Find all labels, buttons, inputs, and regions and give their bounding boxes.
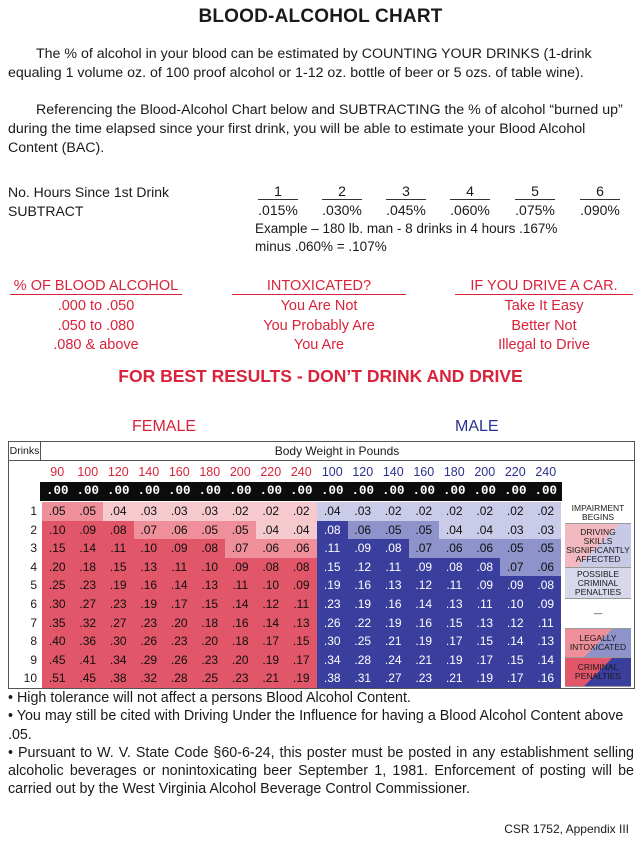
male-weight: 200 xyxy=(474,465,496,479)
female-bac-cell: .10 xyxy=(195,558,226,577)
zero-value: .00 xyxy=(412,484,435,498)
female-bac-cell: .20 xyxy=(225,651,256,670)
female-bac-cell: .02 xyxy=(225,502,256,521)
male-bac-cell: .04 xyxy=(317,502,348,521)
female-bac-cell: .32 xyxy=(134,669,165,688)
drive-line: Take It Easy xyxy=(504,298,584,314)
intox-line: You Are Not xyxy=(280,298,358,314)
zero-value: .00 xyxy=(503,484,527,498)
male-bac-cell: .28 xyxy=(348,651,379,670)
male-bac-cell: .05 xyxy=(531,539,562,558)
female-bac-cell: .08 xyxy=(195,539,226,558)
male-bac-cell: .23 xyxy=(409,669,440,688)
zero-value: .00 xyxy=(228,484,252,498)
female-bac-cell: .18 xyxy=(195,614,226,633)
female-bac-cell: .19 xyxy=(256,651,287,670)
drive-line: Better Not xyxy=(511,317,577,334)
female-bac-cell: .03 xyxy=(195,502,226,521)
female-bac-cell: .14 xyxy=(256,614,287,633)
subtract-label: SUBTRACT xyxy=(8,203,84,219)
drive-line: Illegal to Drive xyxy=(498,337,590,353)
male-bac-cell: .11 xyxy=(531,614,562,633)
male-bac-cell: .08 xyxy=(439,558,470,577)
female-bac-cell: .11 xyxy=(164,558,195,577)
female-weight: 120 xyxy=(107,465,129,479)
instructions-paragraph: Referencing the Blood-Alcohol Chart below and SUBTRACTING the % of alcohol “burned up” during the time elapsed since your first drink, you will be able to estimate your Blood Alcohol Content (BAC). xyxy=(8,102,623,156)
pct-line: .000 to .050 xyxy=(57,298,135,314)
legend-criminal: CRIMINAL PENALTIES xyxy=(565,658,631,687)
female-bac-cell: .26 xyxy=(134,632,165,651)
example-line-2: minus .060% = .107% xyxy=(255,239,387,254)
male-bac-cell: .15 xyxy=(439,614,470,633)
female-weight: 180 xyxy=(199,465,221,479)
female-bac-cell: .04 xyxy=(286,521,317,540)
zero-value: .00 xyxy=(473,484,496,498)
zero-value: .00 xyxy=(137,484,160,498)
female-bac-cell: .15 xyxy=(286,632,317,651)
female-bac-cell: .15 xyxy=(195,595,226,614)
male-bac-cell: .12 xyxy=(500,614,531,633)
zero-value: .00 xyxy=(76,484,99,498)
female-bac-cell: .36 xyxy=(73,632,104,651)
male-bac-cell: .17 xyxy=(439,632,470,651)
drink-count: 1 xyxy=(30,504,37,518)
male-bac-cell: .06 xyxy=(348,521,379,540)
male-bac-cell: .05 xyxy=(378,521,409,540)
subtract-value: .045% xyxy=(386,202,426,218)
female-bac-cell: .09 xyxy=(286,576,317,595)
male-bac-cell: .09 xyxy=(470,576,501,595)
female-weight: 160 xyxy=(168,465,190,479)
female-bac-cell: .23 xyxy=(134,614,165,633)
male-bac-cell: .11 xyxy=(439,576,470,595)
female-bac-cell: .05 xyxy=(225,521,256,540)
female-bac-cell: .17 xyxy=(286,651,317,670)
male-bac-cell: .21 xyxy=(439,669,470,688)
pct-heading: % OF BLOOD ALCOHOL xyxy=(10,278,182,295)
male-bac-cell: .04 xyxy=(439,521,470,540)
male-bac-cell: .13 xyxy=(378,576,409,595)
female-weight: 100 xyxy=(77,465,99,479)
zero-value: .00 xyxy=(534,484,557,498)
hour-number xyxy=(249,183,307,200)
female-bac-cell: .18 xyxy=(225,632,256,651)
male-weight: 100 xyxy=(321,465,343,479)
female-bac-cell: .16 xyxy=(134,576,165,595)
female-bac-cell: .45 xyxy=(42,651,73,670)
female-bac-cell: .04 xyxy=(103,502,134,521)
note-item: • Pursuant to W. V. State Code §60-6-24, this poster must be posted in any establishment selling alcoholic beverages or nonintoxicating beer September 1, 1981. Enforcement of posting will be carried out by the West Virginia Alcohol Beverage Control Commissioner. xyxy=(8,744,634,798)
legend-legally: LEGALLY INTOXICATED xyxy=(565,629,631,658)
male-weight: 180 xyxy=(443,465,465,479)
female-bac-cell: .13 xyxy=(134,558,165,577)
female-bac-cell: .38 xyxy=(103,669,134,688)
pct-line: .080 & above xyxy=(53,337,139,353)
male-bac-cell: .09 xyxy=(409,558,440,577)
male-bac-cell: .07 xyxy=(500,558,531,577)
male-label: MALE xyxy=(455,418,499,435)
female-bac-cell: .35 xyxy=(42,614,73,633)
drink-count: 5 xyxy=(30,578,37,593)
female-bac-cell: .12 xyxy=(256,595,287,614)
male-bac-cell: .16 xyxy=(348,576,379,595)
legend-driving: DRIVING SKILLS SIGNIFICANTLY AFFECTED xyxy=(565,524,631,568)
female-bac-cell: .16 xyxy=(225,614,256,633)
male-weight: 240 xyxy=(535,465,557,479)
female-weight: 240 xyxy=(290,465,312,479)
female-bac-cell: .27 xyxy=(73,595,104,614)
male-bac-cell: .10 xyxy=(500,595,531,614)
male-bac-cell: .11 xyxy=(317,539,348,558)
male-bac-cell: .23 xyxy=(317,595,348,614)
hour-number-text: 2 xyxy=(322,183,362,200)
male-bac-cell: .02 xyxy=(439,502,470,521)
male-bac-cell: .24 xyxy=(378,651,409,670)
page-title: BLOOD-ALCOHOL CHART xyxy=(198,6,443,27)
female-bac-cell: .20 xyxy=(164,614,195,633)
female-bac-cell: .14 xyxy=(73,539,104,558)
footer-ref: CSR 1752, Appendix III xyxy=(504,822,629,836)
male-bac-cell: .02 xyxy=(531,502,562,521)
male-bac-cell: .02 xyxy=(500,502,531,521)
note-item: • You may still be cited with Driving Under the Influence for having a Blood Alcohol Content above .05. xyxy=(8,708,624,743)
drink-count: 10 xyxy=(23,671,37,686)
female-bac-cell: .08 xyxy=(256,558,287,577)
female-bac-cell: .15 xyxy=(103,558,134,577)
intro-paragraph: The % of alcohol in your blood can be estimated by COUNTING YOUR DRINKS (1-drink equaling 1 volume oz. of 100 proof alcohol or 1-12 oz. bottle of beer or 5 ozs. of table wine). xyxy=(8,46,592,81)
hour-number xyxy=(571,183,629,200)
female-bac-cell: .41 xyxy=(73,651,104,670)
male-bac-cell: .03 xyxy=(531,521,562,540)
hour-number-text: 4 xyxy=(450,183,490,200)
male-bac-cell: .17 xyxy=(500,669,531,688)
bac-table xyxy=(8,441,635,689)
zero-value: .00 xyxy=(259,484,282,498)
female-bac-cell: .02 xyxy=(256,502,287,521)
male-weight: 120 xyxy=(352,465,374,479)
female-bac-cell: .34 xyxy=(103,651,134,670)
drink-count: 6 xyxy=(30,597,37,611)
male-bac-cell: .14 xyxy=(409,595,440,614)
male-bac-cell: .22 xyxy=(348,614,379,633)
zero-value: .00 xyxy=(167,484,191,498)
drink-count: 7 xyxy=(30,615,37,630)
note-item: • High tolerance will not affect a persons Blood Alcohol Content. xyxy=(8,690,411,706)
female-bac-cell: .08 xyxy=(103,521,134,540)
female-bac-cell: .09 xyxy=(73,521,104,540)
intox-line: You Probably Are xyxy=(263,317,375,334)
male-bac-cell: .03 xyxy=(500,521,531,540)
body-weight-header: Body Weight in Pounds xyxy=(40,442,634,461)
female-bac-cell: .23 xyxy=(73,576,104,595)
male-bac-cell: .16 xyxy=(378,595,409,614)
male-bac-cell: .19 xyxy=(439,651,470,670)
female-bac-cell: .03 xyxy=(164,502,195,521)
male-bac-cell: .04 xyxy=(470,521,501,540)
male-bac-cell: .08 xyxy=(470,558,501,577)
female-bac-cell: .45 xyxy=(73,669,104,688)
female-bac-cell: .28 xyxy=(164,669,195,688)
hour-number xyxy=(313,183,371,200)
male-bac-cell: .21 xyxy=(409,651,440,670)
legend-dash: — xyxy=(565,599,631,629)
male-bac-cell: .27 xyxy=(378,669,409,688)
male-bac-cell: .08 xyxy=(317,521,348,540)
male-bac-cell: .25 xyxy=(348,632,379,651)
female-weight: 220 xyxy=(260,465,282,479)
male-bac-cell: .15 xyxy=(317,558,348,577)
female-bac-cell: .20 xyxy=(42,558,73,577)
male-bac-cell: .05 xyxy=(409,521,440,540)
subtract-value: .030% xyxy=(322,202,362,218)
female-bac-cell: .11 xyxy=(103,539,134,558)
female-bac-cell: .10 xyxy=(256,576,287,595)
drink-count: 3 xyxy=(30,541,37,556)
male-bac-cell: .31 xyxy=(348,669,379,688)
female-bac-cell: .26 xyxy=(164,651,195,670)
male-bac-cell: .11 xyxy=(378,558,409,577)
female-bac-cell: .13 xyxy=(286,614,317,633)
zero-value: .00 xyxy=(442,484,466,498)
male-bac-cell: .06 xyxy=(470,539,501,558)
female-bac-cell: .06 xyxy=(286,539,317,558)
male-bac-cell: .19 xyxy=(317,576,348,595)
warning-banner: FOR BEST RESULTS - DON’T DRINK AND DRIVE xyxy=(118,366,523,386)
male-weight: 160 xyxy=(413,465,435,479)
female-bac-cell: .02 xyxy=(286,502,317,521)
female-bac-cell: .17 xyxy=(164,595,195,614)
hour-number xyxy=(506,183,564,200)
intox-line: You Are xyxy=(293,337,345,353)
male-bac-cell: .12 xyxy=(348,558,379,577)
female-bac-cell: .23 xyxy=(164,632,195,651)
female-bac-cell: .27 xyxy=(103,614,134,633)
male-bac-cell: .09 xyxy=(531,595,562,614)
male-bac-cell: .11 xyxy=(470,595,501,614)
female-bac-cell: .19 xyxy=(134,595,165,614)
male-bac-cell: .09 xyxy=(500,576,531,595)
female-bac-cell: .05 xyxy=(195,521,226,540)
female-bac-cell: .03 xyxy=(134,502,165,521)
hour-number-text: 1 xyxy=(258,183,298,200)
female-bac-cell: .05 xyxy=(73,502,104,521)
male-bac-cell: .34 xyxy=(317,651,348,670)
female-bac-cell: .11 xyxy=(286,595,317,614)
female-weight: 90 xyxy=(50,465,65,479)
drink-count: 9 xyxy=(30,652,37,667)
hour-number-text: 5 xyxy=(515,183,555,200)
male-bac-cell: .02 xyxy=(470,502,501,521)
male-bac-cell: .12 xyxy=(409,576,440,595)
male-bac-cell: .15 xyxy=(470,632,501,651)
male-bac-cell: .19 xyxy=(470,669,501,688)
hours-labels xyxy=(8,183,169,221)
male-bac-cell: .09 xyxy=(348,539,379,558)
female-bac-cell: .40 xyxy=(42,632,73,651)
female-bac-cell: .25 xyxy=(195,669,226,688)
female-bac-cell: .06 xyxy=(164,521,195,540)
male-bac-cell: .21 xyxy=(378,632,409,651)
female-bac-cell: .30 xyxy=(42,595,73,614)
female-bac-cell: .10 xyxy=(42,521,73,540)
male-bac-cell: .17 xyxy=(470,651,501,670)
pct-line: .050 to .080 xyxy=(57,317,135,334)
male-bac-cell: .15 xyxy=(500,651,531,670)
male-weight: 140 xyxy=(382,465,404,479)
female-bac-cell: .11 xyxy=(225,576,256,595)
hour-number xyxy=(441,183,499,200)
female-bac-cell: .18 xyxy=(73,558,104,577)
female-bac-cell: .14 xyxy=(225,595,256,614)
female-bac-cell: .09 xyxy=(225,558,256,577)
female-bac-cell: .32 xyxy=(73,614,104,633)
male-bac-cell: .38 xyxy=(317,669,348,688)
male-bac-cell: .13 xyxy=(470,614,501,633)
subtract-value: .015% xyxy=(258,202,298,218)
male-bac-cell: .03 xyxy=(348,502,379,521)
drink-count: 8 xyxy=(30,634,37,649)
female-bac-cell: .51 xyxy=(42,669,73,688)
subtract-value: .090% xyxy=(580,202,620,218)
male-bac-cell: .19 xyxy=(378,614,409,633)
drink-count: 4 xyxy=(30,559,37,574)
hour-number-text: 3 xyxy=(386,183,426,200)
female-bac-cell: .15 xyxy=(42,539,73,558)
drive-heading: IF YOU DRIVE A CAR. xyxy=(455,278,633,295)
male-bac-cell: .16 xyxy=(531,669,562,688)
male-bac-cell: .14 xyxy=(531,651,562,670)
female-bac-cell: .07 xyxy=(134,521,165,540)
intox-heading: INTOXICATED? xyxy=(232,278,406,295)
subtract-value: .075% xyxy=(515,202,555,218)
female-bac-cell: .07 xyxy=(225,539,256,558)
example-text xyxy=(255,220,557,256)
female-bac-cell: .09 xyxy=(164,539,195,558)
female-bac-cell: .14 xyxy=(164,576,195,595)
female-bac-cell: .13 xyxy=(195,576,226,595)
male-bac-cell: .08 xyxy=(531,576,562,595)
hour-number-text: 6 xyxy=(580,183,620,200)
female-bac-cell: .25 xyxy=(42,576,73,595)
male-bac-cell: .26 xyxy=(317,614,348,633)
female-weight: 200 xyxy=(229,465,251,479)
female-bac-cell: .23 xyxy=(195,651,226,670)
zero-value: .00 xyxy=(45,484,69,498)
notes xyxy=(8,689,634,799)
male-bac-cell: .02 xyxy=(378,502,409,521)
female-bac-cell: .08 xyxy=(286,558,317,577)
legend-impairment: IMPAIRMENT BEGINS xyxy=(565,502,631,524)
zero-value: .00 xyxy=(381,484,405,498)
hour-number xyxy=(377,183,435,200)
male-bac-cell: .07 xyxy=(409,539,440,558)
female-bac-cell: .23 xyxy=(225,669,256,688)
intox-values xyxy=(232,297,406,356)
female-bac-cell: .19 xyxy=(103,576,134,595)
female-bac-cell: .23 xyxy=(103,595,134,614)
female-bac-cell: .21 xyxy=(256,669,287,688)
subtract-value: .060% xyxy=(450,202,490,218)
example-line-1: Example – 180 lb. man - 8 drinks in 4 hours .167% xyxy=(255,221,558,236)
male-bac-cell: .05 xyxy=(500,539,531,558)
male-bac-cell: .16 xyxy=(409,614,440,633)
zero-value: .00 xyxy=(198,484,221,498)
female-label: FEMALE xyxy=(132,418,197,435)
drinks-header: Drinks xyxy=(9,442,41,461)
male-bac-cell: .02 xyxy=(409,502,440,521)
female-bac-cell: .10 xyxy=(134,539,165,558)
male-bac-cell: .19 xyxy=(348,595,379,614)
pct-values xyxy=(10,297,182,356)
zero-value: .00 xyxy=(320,484,344,498)
legend-possible: POSSIBLE CRIMINAL PENALTIES xyxy=(565,568,631,599)
drink-count: 2 xyxy=(30,522,37,537)
female-bac-cell: .29 xyxy=(134,651,165,670)
female-bac-cell: .30 xyxy=(103,632,134,651)
male-weight: 220 xyxy=(504,465,526,479)
male-bac-cell: .30 xyxy=(317,632,348,651)
male-bac-cell: .06 xyxy=(531,558,562,577)
zero-value: .00 xyxy=(289,484,313,498)
female-bac-cell: .06 xyxy=(256,539,287,558)
male-bac-cell: .13 xyxy=(531,632,562,651)
male-bac-cell: .19 xyxy=(409,632,440,651)
hours-label: No. Hours Since 1st Drink xyxy=(8,184,170,200)
zero-value: .00 xyxy=(106,484,130,498)
female-bac-cell: .20 xyxy=(195,632,226,651)
female-bac-cell: .19 xyxy=(286,669,317,688)
zero-value: .00 xyxy=(351,484,374,498)
female-weight: 140 xyxy=(138,465,160,479)
male-bac-cell: .08 xyxy=(378,539,409,558)
male-bac-cell: .14 xyxy=(500,632,531,651)
female-bac-cell: .04 xyxy=(256,521,287,540)
male-bac-cell: .06 xyxy=(439,539,470,558)
male-bac-cell: .13 xyxy=(439,595,470,614)
drive-values xyxy=(455,297,633,356)
female-bac-cell: .17 xyxy=(256,632,287,651)
female-bac-cell: .05 xyxy=(42,502,73,521)
